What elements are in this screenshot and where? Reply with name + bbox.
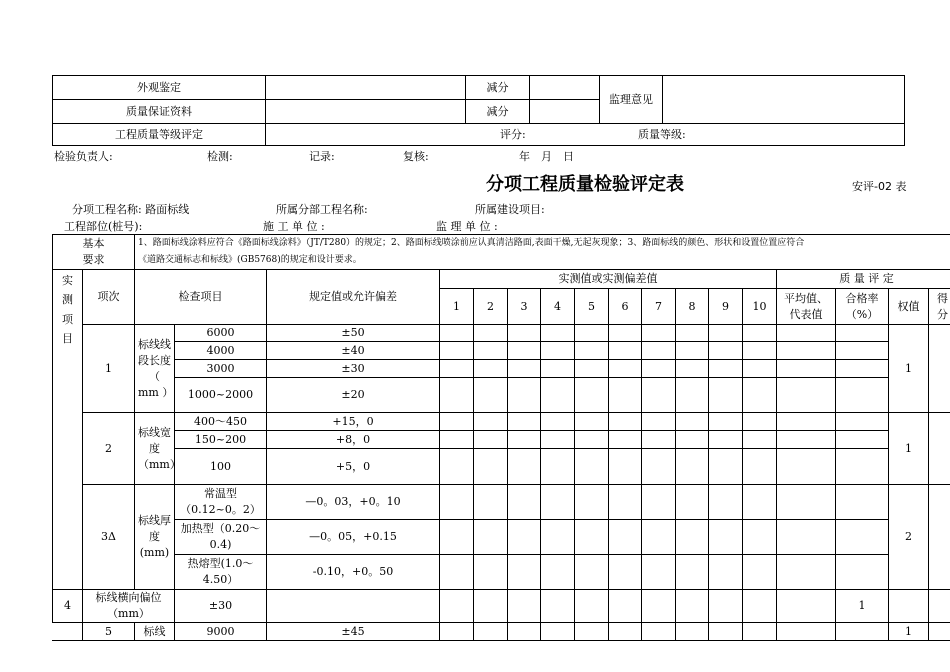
measurement-cell[interactable] bbox=[541, 360, 575, 378]
measurement-cell[interactable] bbox=[508, 449, 541, 485]
measurement-cell[interactable] bbox=[541, 449, 575, 485]
spec-value: ±50 bbox=[267, 325, 440, 342]
measurement-cell[interactable] bbox=[508, 360, 541, 378]
deduct-label-2: 减分 bbox=[466, 100, 530, 124]
measurement-cell[interactable] bbox=[743, 413, 777, 431]
measurement-cell[interactable] bbox=[541, 555, 575, 590]
average-cell[interactable] bbox=[777, 325, 836, 342]
measurement-cell[interactable] bbox=[474, 485, 508, 520]
pass-rate-cell[interactable] bbox=[836, 520, 889, 555]
col-header-pass-rate: 合格率（%） bbox=[836, 289, 889, 325]
measurement-cell[interactable] bbox=[440, 590, 474, 623]
measurement-cell[interactable] bbox=[508, 590, 541, 623]
group-name-2: 标线宽度（mm） bbox=[135, 413, 175, 485]
measurement-cell[interactable] bbox=[440, 378, 474, 413]
division-name: 所属分部工程名称: bbox=[276, 203, 368, 216]
side-blank bbox=[53, 623, 83, 641]
measurement-cell[interactable] bbox=[709, 413, 743, 431]
side-char-4: 目 bbox=[62, 331, 73, 345]
side-char-2: 测 bbox=[62, 293, 73, 307]
item-name: 分项工程名称: 路面标线 bbox=[72, 203, 190, 216]
spec-value: ±45 bbox=[267, 623, 440, 641]
recorder-label: 记录: bbox=[309, 150, 335, 163]
measurement-cell[interactable] bbox=[642, 449, 676, 485]
measurement-cell[interactable] bbox=[575, 360, 609, 378]
measurement-cell[interactable] bbox=[440, 413, 474, 431]
pass-rate-cell[interactable] bbox=[836, 449, 889, 485]
measurement-cell[interactable] bbox=[474, 431, 508, 449]
measurement-cell[interactable] bbox=[642, 590, 676, 623]
measure-col-3: 3 bbox=[508, 289, 541, 325]
measured-items-side-label bbox=[53, 270, 83, 590]
date-label: 年 月 日 bbox=[519, 150, 574, 163]
quality-docs-value[interactable] bbox=[266, 100, 466, 124]
spec-value: —0。05，+0.15 bbox=[267, 520, 440, 555]
measurement-cell[interactable] bbox=[609, 485, 642, 520]
measurement-cell[interactable] bbox=[609, 431, 642, 449]
side-char-3: 项 bbox=[62, 312, 73, 326]
measure-col-8: 8 bbox=[676, 289, 709, 325]
quality-docs-label: 质量保证资料 bbox=[53, 100, 266, 124]
measurement-cell[interactable] bbox=[709, 378, 743, 413]
pass-rate-cell[interactable] bbox=[836, 378, 889, 413]
score-cell-2[interactable] bbox=[929, 413, 950, 485]
sub-item: 加热型（0.20～0.4) bbox=[175, 520, 267, 555]
sub-item: 热熔型(1.0～4.50） bbox=[175, 555, 267, 590]
measurement-cell[interactable] bbox=[676, 485, 709, 520]
measurement-cell[interactable] bbox=[575, 449, 609, 485]
page-title: 分项工程质量检验评定表 bbox=[486, 174, 684, 195]
average-cell[interactable] bbox=[777, 413, 836, 431]
measurement-cell[interactable] bbox=[676, 520, 709, 555]
measurement-cell[interactable] bbox=[609, 342, 642, 360]
measurement-cell[interactable] bbox=[676, 555, 709, 590]
measurement-cell[interactable] bbox=[709, 449, 743, 485]
measurement-cell[interactable] bbox=[474, 342, 508, 360]
measurement-cell[interactable] bbox=[609, 555, 642, 590]
measure-col-6: 6 bbox=[609, 289, 642, 325]
measurement-cell[interactable] bbox=[709, 342, 743, 360]
measurement-cell[interactable] bbox=[609, 590, 642, 623]
measurement-cell[interactable] bbox=[474, 520, 508, 555]
appearance-label: 外观鉴定 bbox=[53, 76, 266, 100]
measurement-cell[interactable] bbox=[440, 449, 474, 485]
measurement-cell[interactable] bbox=[575, 520, 609, 555]
score-cell-3[interactable] bbox=[929, 485, 950, 590]
measurement-cell[interactable] bbox=[575, 413, 609, 431]
deduct-value[interactable] bbox=[530, 76, 600, 100]
measurement-cell[interactable] bbox=[575, 431, 609, 449]
measure-col-10: 10 bbox=[743, 289, 777, 325]
measurement-cell[interactable] bbox=[709, 555, 743, 590]
measurement-cell[interactable] bbox=[474, 449, 508, 485]
measurement-cell[interactable] bbox=[743, 555, 777, 590]
measurement-cell[interactable] bbox=[541, 520, 575, 555]
measurement-cell[interactable] bbox=[609, 360, 642, 378]
average-cell[interactable] bbox=[777, 555, 836, 590]
measurement-cell[interactable] bbox=[575, 378, 609, 413]
sub-item: 4000 bbox=[175, 342, 267, 360]
measurement-cell[interactable] bbox=[575, 325, 609, 342]
measurement-cell[interactable] bbox=[541, 342, 575, 360]
measure-col-5: 5 bbox=[575, 289, 609, 325]
sub-item: 400～450 bbox=[175, 413, 267, 431]
measurement-cell[interactable] bbox=[541, 590, 575, 623]
sub-item: 常温型（0.12~0。2） bbox=[175, 485, 267, 520]
score-cell-4[interactable] bbox=[889, 590, 929, 623]
average-cell[interactable] bbox=[777, 485, 836, 520]
measurement-cell[interactable] bbox=[709, 485, 743, 520]
measurement-cell[interactable] bbox=[508, 342, 541, 360]
measurement-cell[interactable] bbox=[541, 413, 575, 431]
measurement-cell[interactable] bbox=[642, 485, 676, 520]
col-header-check: 检查项目 bbox=[135, 270, 267, 325]
measurement-cell[interactable] bbox=[709, 360, 743, 378]
group-name-1: 标线线段长度（ mm ） bbox=[135, 325, 175, 413]
measurement-cell[interactable] bbox=[709, 590, 743, 623]
item-name-4: 标线横向偏位（mm） bbox=[83, 590, 175, 623]
item-name-5: 标线 bbox=[135, 623, 175, 641]
spec-value: +5，0 bbox=[267, 449, 440, 485]
measurement-cell[interactable] bbox=[642, 520, 676, 555]
measurement-cell[interactable] bbox=[541, 623, 575, 641]
location-label: 工程部位(桩号): bbox=[64, 220, 143, 233]
supervisor-label: 监 理 单 位 : bbox=[436, 220, 498, 233]
pass-rate-cell[interactable] bbox=[836, 413, 889, 431]
measurement-cell[interactable] bbox=[440, 555, 474, 590]
measurement-cell[interactable] bbox=[642, 623, 676, 641]
spec-value: —0。03，+0。10 bbox=[267, 485, 440, 520]
score-label: 评分: bbox=[500, 128, 526, 141]
measurement-cell[interactable] bbox=[709, 431, 743, 449]
basic-line-1: 1、路面标线涂料应符合《路面标线涂料》（JT/T280）的规定；2、路面标线喷涂前应认真清洁路面,表面干燥,无起灰现象；3、路面标线的颜色、形状和设置位置应符合 bbox=[138, 238, 805, 248]
measurement-cell[interactable] bbox=[508, 325, 541, 342]
spec-value: +8，0 bbox=[267, 431, 440, 449]
average-cell[interactable] bbox=[777, 431, 836, 449]
measurement-cell[interactable] bbox=[642, 555, 676, 590]
measurement-cell[interactable] bbox=[474, 378, 508, 413]
weight-1: 1 bbox=[889, 325, 929, 413]
measurement-cell[interactable] bbox=[440, 485, 474, 520]
spec-value: ±30 bbox=[267, 360, 440, 378]
average-cell[interactable] bbox=[777, 623, 836, 641]
pass-rate-cell[interactable] bbox=[836, 431, 889, 449]
col-header-evaluation: 质 量 评 定 bbox=[777, 270, 950, 289]
measurement-cell[interactable] bbox=[474, 623, 508, 641]
measurement-cell[interactable] bbox=[676, 623, 709, 641]
measurement-cell[interactable] bbox=[709, 623, 743, 641]
top-evaluation-table bbox=[52, 75, 905, 146]
average-cell[interactable] bbox=[777, 360, 836, 378]
tester-label: 检测: bbox=[207, 150, 233, 163]
measurement-cell[interactable] bbox=[575, 623, 609, 641]
inspection-table bbox=[52, 234, 950, 641]
deduct-value-2[interactable] bbox=[530, 100, 600, 124]
measurement-cell[interactable] bbox=[508, 378, 541, 413]
measurement-cell[interactable] bbox=[267, 590, 440, 623]
measurement-cell[interactable] bbox=[474, 590, 508, 623]
measurement-cell[interactable] bbox=[541, 325, 575, 342]
appearance-value[interactable] bbox=[266, 76, 466, 100]
col-header-score: 得分 bbox=[929, 289, 950, 325]
spec-value: ±30 bbox=[175, 590, 267, 623]
measurement-cell[interactable] bbox=[743, 623, 777, 641]
measurement-cell[interactable] bbox=[676, 342, 709, 360]
measurement-cell[interactable] bbox=[440, 431, 474, 449]
sub-item: 100 bbox=[175, 449, 267, 485]
reviewer-label: 复核: bbox=[403, 150, 429, 163]
measurement-cell[interactable] bbox=[676, 360, 709, 378]
form-code: 安评-02 表 bbox=[852, 180, 907, 193]
score-cell-1[interactable] bbox=[929, 325, 950, 413]
basic-label-2: 要求 bbox=[82, 253, 105, 267]
measurement-cell[interactable] bbox=[474, 325, 508, 342]
measurement-cell[interactable] bbox=[609, 449, 642, 485]
col-header-average: 平均值、代表值 bbox=[777, 289, 836, 325]
measurement-cell[interactable] bbox=[676, 431, 709, 449]
col-header-weight: 权值 bbox=[889, 289, 929, 325]
basic-requirements-label bbox=[53, 235, 135, 270]
opinion-label: 监理意见 bbox=[600, 76, 663, 124]
col-header-spec: 规定值或允许偏差 bbox=[267, 270, 440, 325]
average-cell[interactable] bbox=[777, 342, 836, 360]
measurement-cell[interactable] bbox=[508, 485, 541, 520]
measurement-cell[interactable] bbox=[508, 413, 541, 431]
weight-2: 1 bbox=[889, 413, 929, 485]
spec-value: ±20 bbox=[267, 378, 440, 413]
measurement-cell[interactable] bbox=[440, 342, 474, 360]
measurement-cell[interactable] bbox=[575, 555, 609, 590]
measurement-cell[interactable] bbox=[609, 378, 642, 413]
measurement-cell[interactable] bbox=[642, 431, 676, 449]
measurement-cell[interactable] bbox=[508, 520, 541, 555]
measurement-cell[interactable] bbox=[609, 520, 642, 555]
measurement-cell[interactable] bbox=[609, 325, 642, 342]
row-no-4: 4 bbox=[53, 590, 83, 623]
measurement-cell[interactable] bbox=[642, 325, 676, 342]
measurement-cell[interactable] bbox=[440, 325, 474, 342]
pass-rate-cell[interactable] bbox=[836, 325, 889, 342]
measurement-cell[interactable] bbox=[474, 413, 508, 431]
col-header-measured: 实测值或实测偏差值 bbox=[440, 270, 777, 289]
measurement-cell[interactable] bbox=[474, 555, 508, 590]
grade-label: 质量等级: bbox=[638, 128, 686, 141]
measurement-cell[interactable] bbox=[440, 623, 474, 641]
average-cell[interactable] bbox=[777, 378, 836, 413]
measurement-cell[interactable] bbox=[541, 485, 575, 520]
sub-item: 9000 bbox=[175, 623, 267, 641]
measurement-cell[interactable] bbox=[575, 342, 609, 360]
measurement-cell[interactable] bbox=[642, 360, 676, 378]
pass-rate-cell[interactable] bbox=[836, 555, 889, 590]
pass-rate-cell[interactable] bbox=[836, 342, 889, 360]
measurement-cell[interactable] bbox=[676, 325, 709, 342]
row-no-5: 5 bbox=[83, 623, 135, 641]
weight-3: 2 bbox=[889, 485, 929, 590]
grade-eval-row bbox=[266, 124, 905, 146]
measurement-cell[interactable] bbox=[642, 413, 676, 431]
measurement-cell[interactable] bbox=[609, 623, 642, 641]
sub-item: 1000~2000 bbox=[175, 378, 267, 413]
score-cell-5[interactable] bbox=[929, 623, 950, 641]
measure-col-7: 7 bbox=[642, 289, 676, 325]
measurement-cell[interactable] bbox=[642, 378, 676, 413]
measurement-cell[interactable] bbox=[709, 325, 743, 342]
row-no-2: 2 bbox=[83, 413, 135, 485]
measurement-cell[interactable] bbox=[743, 325, 777, 342]
measurement-cell[interactable] bbox=[575, 590, 609, 623]
average-cell[interactable] bbox=[777, 449, 836, 485]
basic-line-2: 《道路交通标志和标线》(GB5768)的规定和设计要求。 bbox=[138, 255, 362, 266]
sub-item: 150~200 bbox=[175, 431, 267, 449]
measurement-cell[interactable] bbox=[541, 431, 575, 449]
measurement-cell[interactable] bbox=[743, 360, 777, 378]
measurement-cell[interactable] bbox=[508, 555, 541, 590]
measurement-cell[interactable] bbox=[743, 431, 777, 449]
measurement-cell[interactable] bbox=[575, 485, 609, 520]
measurement-cell[interactable] bbox=[642, 342, 676, 360]
measurement-cell[interactable] bbox=[508, 623, 541, 641]
average-cell[interactable] bbox=[777, 520, 836, 555]
measurement-cell[interactable] bbox=[541, 378, 575, 413]
pass-rate-cell[interactable] bbox=[836, 485, 889, 520]
weight-4: 1 bbox=[836, 590, 889, 623]
group-name-3: 标线厚度(mm) bbox=[135, 485, 175, 590]
project-name: 所属建设项目: bbox=[475, 203, 545, 216]
basic-label-1: 基本 bbox=[82, 237, 105, 251]
measurement-cell[interactable] bbox=[676, 590, 709, 623]
pass-rate-cell[interactable] bbox=[777, 590, 836, 623]
spec-value: ±40 bbox=[267, 342, 440, 360]
pass-rate-cell[interactable] bbox=[836, 623, 889, 641]
opinion-value[interactable] bbox=[663, 76, 905, 124]
grade-eval-label: 工程质量等级评定 bbox=[53, 124, 266, 146]
measurement-cell[interactable] bbox=[743, 520, 777, 555]
deduct-label: 减分 bbox=[466, 76, 530, 100]
contractor-label: 施 工 单 位 : bbox=[263, 220, 325, 233]
measure-col-9: 9 bbox=[709, 289, 743, 325]
pass-rate-cell[interactable] bbox=[836, 360, 889, 378]
measurement-cell[interactable] bbox=[474, 360, 508, 378]
row-no-1: 1 bbox=[83, 325, 135, 413]
measure-col-4: 4 bbox=[541, 289, 575, 325]
col-header-no: 项次 bbox=[83, 270, 135, 325]
measurement-cell[interactable] bbox=[743, 342, 777, 360]
measurement-cell[interactable] bbox=[709, 520, 743, 555]
measure-col-2: 2 bbox=[474, 289, 508, 325]
spec-value: -0.10，+0。50 bbox=[267, 555, 440, 590]
measurement-cell[interactable] bbox=[743, 378, 777, 413]
measurement-cell[interactable] bbox=[676, 413, 709, 431]
measurement-cell[interactable] bbox=[609, 413, 642, 431]
measurement-cell[interactable] bbox=[676, 449, 709, 485]
inspector-label: 检验负责人: bbox=[54, 150, 113, 163]
average-cell[interactable] bbox=[743, 590, 777, 623]
measurement-cell[interactable] bbox=[743, 449, 777, 485]
side-char-1: 实 bbox=[62, 274, 73, 288]
weight-5: 1 bbox=[889, 623, 929, 641]
measurement-cell[interactable] bbox=[743, 485, 777, 520]
measurement-cell[interactable] bbox=[508, 431, 541, 449]
row-no-3: 3Δ bbox=[83, 485, 135, 590]
sub-item: 3000 bbox=[175, 360, 267, 378]
sub-item: 6000 bbox=[175, 325, 267, 342]
measurement-cell[interactable] bbox=[440, 520, 474, 555]
measure-col-1: 1 bbox=[440, 289, 474, 325]
measurement-cell[interactable] bbox=[440, 360, 474, 378]
spec-value: +15，0 bbox=[267, 413, 440, 431]
measurement-cell[interactable] bbox=[676, 378, 709, 413]
basic-requirements-text bbox=[135, 235, 950, 270]
